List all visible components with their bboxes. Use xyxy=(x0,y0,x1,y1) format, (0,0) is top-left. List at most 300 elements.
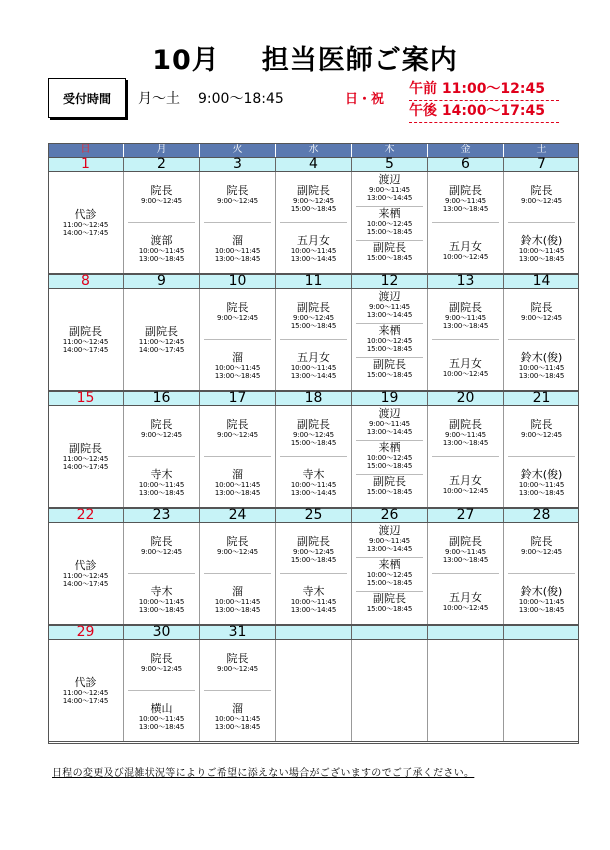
afternoon-slot xyxy=(504,351,579,380)
shift-slot xyxy=(352,407,427,436)
doctor-name: 副院長 xyxy=(373,358,406,371)
time-range: 10:00～11:45 xyxy=(290,364,337,372)
time-range: 9:00～12:45 xyxy=(521,197,562,205)
time-range: 13:00～18:45 xyxy=(138,489,185,497)
afternoon-slot xyxy=(200,468,275,497)
doctor-name: 寺木 xyxy=(302,468,325,481)
time-range: 9:00～12:45 xyxy=(293,431,334,439)
day-cell xyxy=(200,172,276,273)
shift-slot xyxy=(352,475,427,496)
afternoon-slot xyxy=(200,234,275,263)
doctor-name: 渡部 xyxy=(150,234,173,247)
sunday-cell xyxy=(48,289,124,390)
doctor-name: 院長 xyxy=(530,184,553,197)
day-cell xyxy=(352,523,428,624)
time-range: 13:00～14:45 xyxy=(290,489,337,497)
slot-divider xyxy=(128,690,195,691)
time-range: 9:00～12:45 xyxy=(293,197,334,205)
day-cell xyxy=(200,640,276,741)
afternoon-slot xyxy=(200,351,275,380)
date-row xyxy=(48,625,579,640)
time-range: 9:00～12:45 xyxy=(521,548,562,556)
doctor-name: 来栖 xyxy=(378,558,401,571)
doctor-name: 五月女 xyxy=(449,591,482,604)
time-range: 13:00～18:45 xyxy=(442,556,489,564)
title-month: 10月 xyxy=(152,45,220,76)
time-range: 13:00～18:45 xyxy=(214,489,261,497)
morning-slot xyxy=(124,184,199,205)
weekday-thu: 木 xyxy=(352,143,428,157)
doctor-name: 代診 xyxy=(74,208,97,221)
time-range: 9:00～12:45 xyxy=(521,314,562,322)
slot-divider xyxy=(356,357,423,358)
doctor-name: 副院長 xyxy=(145,325,178,338)
time-range: 10:00～11:45 xyxy=(138,481,185,489)
time-range: 11:00～12:45 xyxy=(62,689,109,697)
morning-slot xyxy=(200,535,275,556)
morning-slot xyxy=(124,535,199,556)
time-range: 15:00～18:45 xyxy=(366,371,413,379)
afternoon-slot xyxy=(276,351,351,380)
slot-divider xyxy=(356,240,423,241)
time-range: 13:00～14:45 xyxy=(366,311,413,319)
doctor-name: 溜 xyxy=(232,351,243,364)
slot-divider xyxy=(280,222,347,223)
doctor-name: 副院長 xyxy=(297,184,330,197)
time-range: 11:00～12:45 xyxy=(138,338,185,346)
afternoon-slot xyxy=(124,468,199,497)
doctor-name: 五月女 xyxy=(297,234,330,247)
doctor-name: 溜 xyxy=(232,702,243,715)
time-range: 9:00～11:45 xyxy=(445,197,486,205)
weekday-sun: 日 xyxy=(48,143,124,157)
time-range: 9:00～12:45 xyxy=(141,665,182,673)
time-range: 10:00～12:45 xyxy=(366,337,413,345)
slot-divider xyxy=(280,573,347,574)
time-range: 15:00～18:45 xyxy=(290,205,337,213)
day-cell xyxy=(124,172,200,273)
time-range: 10:00～11:45 xyxy=(138,247,185,255)
day-cell xyxy=(124,640,200,741)
date-cell: 19 xyxy=(352,392,428,405)
date-cell: 22 xyxy=(48,509,124,522)
day-cell xyxy=(428,640,504,741)
afternoon-slot xyxy=(428,474,503,495)
date-cell: 15 xyxy=(48,392,124,405)
time-range: 9:00～12:45 xyxy=(217,431,258,439)
time-range: 10:00～12:45 xyxy=(442,253,489,261)
morning-slot xyxy=(504,535,579,556)
date-cell: 20 xyxy=(428,392,504,405)
morning-slot xyxy=(428,535,503,564)
time-range: 13:00～18:45 xyxy=(214,723,261,731)
slot-divider xyxy=(128,222,195,223)
weekday-tue: 火 xyxy=(200,143,276,157)
day-cell xyxy=(352,172,428,273)
doctor-name: 副院長 xyxy=(297,418,330,431)
time-range: 11:00～12:45 xyxy=(62,338,109,346)
schedule-calendar xyxy=(48,143,579,744)
morning-slot xyxy=(428,301,503,330)
time-range: 14:00～17:45 xyxy=(62,580,109,588)
morning-slot xyxy=(276,301,351,330)
doctor-name: 院長 xyxy=(530,535,553,548)
date-cell: 31 xyxy=(200,626,276,639)
time-range: 13:00～18:45 xyxy=(214,606,261,614)
sunday-cell xyxy=(48,523,124,624)
sunday-cell xyxy=(48,406,124,507)
day-cell xyxy=(504,172,579,273)
slot-divider xyxy=(356,557,423,558)
weekday-header xyxy=(48,143,579,157)
doctor-name: 副院長 xyxy=(69,442,102,455)
doctor-name: 副院長 xyxy=(373,475,406,488)
slot-divider xyxy=(356,206,423,207)
doctor-name: 院長 xyxy=(226,301,249,314)
doctor-name: 副院長 xyxy=(449,301,482,314)
time-range: 14:00～17:45 xyxy=(62,229,109,237)
date-cell: 4 xyxy=(276,158,352,171)
reception-label: 受付時間 xyxy=(48,78,126,118)
date-cell: 5 xyxy=(352,158,428,171)
time-range: 13:00～18:45 xyxy=(518,255,565,263)
date-cell xyxy=(352,626,428,639)
day-cell xyxy=(124,523,200,624)
date-cell: 23 xyxy=(124,509,200,522)
time-range: 10:00～12:45 xyxy=(442,370,489,378)
time-range: 9:00～11:45 xyxy=(369,186,410,194)
morning-slot xyxy=(124,652,199,673)
time-range: 10:00～11:45 xyxy=(518,364,565,372)
weekday-sat: 土 xyxy=(536,144,547,155)
doctor-name: 副院長 xyxy=(69,325,102,338)
day-cell xyxy=(124,406,200,507)
time-range: 9:00～12:45 xyxy=(217,548,258,556)
time-range: 13:00～18:45 xyxy=(518,489,565,497)
doctor-name: 鈴木(俊) xyxy=(520,468,563,481)
week-body xyxy=(48,289,579,391)
shift-slot xyxy=(352,290,427,319)
weekday-wed: 水 xyxy=(276,143,352,157)
morning-slot xyxy=(504,418,579,439)
time-range: 15:00～18:45 xyxy=(290,322,337,330)
day-cell xyxy=(428,406,504,507)
doctor-name: 溜 xyxy=(232,468,243,481)
afternoon-slot xyxy=(200,585,275,614)
doctor-name: 五月女 xyxy=(449,474,482,487)
time-range: 10:00～12:45 xyxy=(442,604,489,612)
time-range: 10:00～11:45 xyxy=(214,598,261,606)
day-cell xyxy=(504,523,579,624)
time-range: 10:00～11:45 xyxy=(518,247,565,255)
day-cell xyxy=(428,172,504,273)
time-range: 14:00～17:45 xyxy=(62,346,109,354)
day-cell xyxy=(504,406,579,507)
date-row xyxy=(48,508,579,523)
doctor-name: 渡辺 xyxy=(378,407,401,420)
doctor-name: 渡辺 xyxy=(378,524,401,537)
date-cell: 29 xyxy=(48,626,124,639)
time-range: 9:00～12:45 xyxy=(141,431,182,439)
time-range: 9:00～11:45 xyxy=(445,314,486,322)
date-cell: 6 xyxy=(428,158,504,171)
time-range: 15:00～18:45 xyxy=(366,345,413,353)
reception-hours xyxy=(138,88,284,108)
time-range: 14:00～17:45 xyxy=(62,697,109,705)
afternoon-slot xyxy=(504,468,579,497)
weekday-fri: 金 xyxy=(428,143,504,157)
shift-slot xyxy=(352,358,427,379)
footer-note: 日程の変更及び混雑状況等によりご希望に添えない場合がございますのでご了承ください。 xyxy=(52,768,475,779)
date-cell: 24 xyxy=(200,509,276,522)
date-cell: 16 xyxy=(124,392,200,405)
time-range: 10:00～11:45 xyxy=(290,481,337,489)
doctor-name: 寺木 xyxy=(150,468,173,481)
date-row xyxy=(48,157,579,172)
doctor-name: 鈴木(俊) xyxy=(520,585,563,598)
doctor-name: 来栖 xyxy=(378,207,401,220)
afternoon-slot xyxy=(276,468,351,497)
date-cell: 17 xyxy=(200,392,276,405)
time-range: 13:00～14:45 xyxy=(366,428,413,436)
date-cell xyxy=(276,626,352,639)
time-range: 9:00～12:45 xyxy=(521,431,562,439)
time-range: 9:00～11:45 xyxy=(445,431,486,439)
doctor-name: 院長 xyxy=(150,535,173,548)
morning-slot xyxy=(504,184,579,205)
slot-divider xyxy=(204,690,271,691)
morning-slot xyxy=(276,184,351,213)
time-range: 13:00～18:45 xyxy=(442,205,489,213)
time-range: 10:00～11:45 xyxy=(290,598,337,606)
time-range: 9:00～11:45 xyxy=(369,537,410,545)
time-range: 13:00～18:45 xyxy=(518,372,565,380)
doctor-name: 院長 xyxy=(150,184,173,197)
doctor-name: 五月女 xyxy=(449,240,482,253)
afternoon-slot xyxy=(504,234,579,263)
slot-divider xyxy=(432,339,499,340)
time-range: 9:00～12:45 xyxy=(217,197,258,205)
day-cell xyxy=(352,406,428,507)
time-range: 10:00～12:45 xyxy=(366,454,413,462)
day-cell xyxy=(200,406,276,507)
doctor-name: 五月女 xyxy=(297,351,330,364)
doctor-name: 渡辺 xyxy=(378,290,401,303)
title-text: 担当医師ご案内 xyxy=(261,45,458,76)
doctor-name: 五月女 xyxy=(449,357,482,370)
shift-slot xyxy=(352,241,427,262)
week-body xyxy=(48,640,579,742)
slot-divider xyxy=(432,573,499,574)
slot-divider xyxy=(204,222,271,223)
time-range: 13:00～18:45 xyxy=(214,255,261,263)
slot-divider xyxy=(508,222,575,223)
morning-slot xyxy=(124,418,199,439)
time-range: 9:00～12:45 xyxy=(217,314,258,322)
date-cell: 10 xyxy=(200,275,276,288)
time-range: 10:00～11:45 xyxy=(518,598,565,606)
day-cell xyxy=(200,289,276,390)
doctor-name: 副院長 xyxy=(297,535,330,548)
holiday-am-hours: 午前 11:00～12:45 xyxy=(409,78,559,101)
time-range: 10:00～11:45 xyxy=(214,715,261,723)
time-range: 15:00～18:45 xyxy=(290,556,337,564)
doctor-name: 副院長 xyxy=(373,592,406,605)
time-range: 13:00～18:45 xyxy=(442,439,489,447)
time-range: 15:00～18:45 xyxy=(366,579,413,587)
morning-slot xyxy=(428,184,503,213)
afternoon-slot xyxy=(276,585,351,614)
time-range: 11:00～12:45 xyxy=(62,221,109,229)
afternoon-slot xyxy=(428,591,503,612)
date-cell xyxy=(504,626,579,639)
time-range: 13:00～18:45 xyxy=(138,723,185,731)
day-cell xyxy=(276,523,352,624)
time-range: 10:00～12:45 xyxy=(442,487,489,495)
slot-divider xyxy=(508,339,575,340)
doctor-name: 院長 xyxy=(150,652,173,665)
time-range: 10:00～11:45 xyxy=(138,715,185,723)
doctor-name: 副院長 xyxy=(449,418,482,431)
time-range: 9:00～12:45 xyxy=(293,548,334,556)
time-range: 11:00～12:45 xyxy=(62,572,109,580)
time-range: 10:00～11:45 xyxy=(138,598,185,606)
doctor-name: 副院長 xyxy=(297,301,330,314)
slot-divider xyxy=(356,474,423,475)
date-cell: 26 xyxy=(352,509,428,522)
time-range: 13:00～18:45 xyxy=(214,372,261,380)
doctor-name: 副院長 xyxy=(449,184,482,197)
date-cell: 14 xyxy=(532,273,551,289)
shift-slot xyxy=(352,558,427,587)
doctor-name: 院長 xyxy=(226,652,249,665)
slot-divider xyxy=(280,456,347,457)
slot-divider xyxy=(356,591,423,592)
reception-time: 9:00～18:45 xyxy=(198,91,284,107)
shift-slot xyxy=(352,524,427,553)
afternoon-slot xyxy=(200,702,275,731)
doctor-name: 寺木 xyxy=(150,585,173,598)
sunday-cell xyxy=(48,172,124,273)
date-cell: 2 xyxy=(124,158,200,171)
time-range: 10:00～11:45 xyxy=(214,247,261,255)
time-range: 10:00～11:45 xyxy=(518,481,565,489)
doctor-name: 鈴木(俊) xyxy=(520,234,563,247)
sunday-cell xyxy=(48,640,124,741)
morning-slot xyxy=(504,301,579,322)
shift-slot xyxy=(352,173,427,202)
day-cell xyxy=(352,640,428,741)
slot-divider xyxy=(508,573,575,574)
afternoon-slot xyxy=(124,585,199,614)
time-range: 15:00～18:45 xyxy=(366,254,413,262)
afternoon-slot xyxy=(276,234,351,263)
doctor-name: 渡辺 xyxy=(378,173,401,186)
day-cell xyxy=(200,523,276,624)
date-cell: 3 xyxy=(200,158,276,171)
day-cell xyxy=(276,172,352,273)
time-range: 15:00～18:45 xyxy=(366,488,413,496)
week-body xyxy=(48,523,579,625)
date-cell: 1 xyxy=(48,158,124,171)
slot-divider xyxy=(128,573,195,574)
date-cell: 28 xyxy=(532,507,551,523)
slot-divider xyxy=(204,573,271,574)
date-cell: 13 xyxy=(428,275,504,288)
slot-divider xyxy=(356,323,423,324)
doctor-name: 溜 xyxy=(232,234,243,247)
shift-slot xyxy=(352,324,427,353)
afternoon-slot xyxy=(124,702,199,731)
afternoon-slot xyxy=(428,240,503,261)
time-range: 14:00～17:45 xyxy=(138,346,185,354)
doctor-name: 院長 xyxy=(150,418,173,431)
date-cell: 11 xyxy=(276,275,352,288)
doctor-name: 院長 xyxy=(226,418,249,431)
slot-divider xyxy=(280,339,347,340)
day-cell xyxy=(504,640,579,741)
doctor-name: 院長 xyxy=(226,535,249,548)
holiday-label: 日・祝 xyxy=(345,92,385,107)
time-range: 9:00～12:45 xyxy=(217,665,258,673)
slot-divider xyxy=(356,440,423,441)
time-range: 13:00～14:45 xyxy=(366,194,413,202)
time-range: 10:00～12:45 xyxy=(366,220,413,228)
shift-slot xyxy=(352,441,427,470)
time-range: 10:00～11:45 xyxy=(214,481,261,489)
day-cell xyxy=(276,640,352,741)
weekday-mon: 月 xyxy=(124,143,200,157)
time-range: 9:00～12:45 xyxy=(293,314,334,322)
date-row xyxy=(48,391,579,406)
date-cell: 18 xyxy=(276,392,352,405)
shift-slot xyxy=(352,207,427,236)
shift-slot xyxy=(352,592,427,613)
time-range: 10:00～11:45 xyxy=(214,364,261,372)
slot-divider xyxy=(432,456,499,457)
time-range: 9:00～11:45 xyxy=(369,420,410,428)
date-row xyxy=(48,274,579,289)
time-range: 11:00～12:45 xyxy=(62,455,109,463)
doctor-name: 来栖 xyxy=(378,441,401,454)
date-cell: 12 xyxy=(352,275,428,288)
time-range: 13:00～18:45 xyxy=(442,322,489,330)
doctor-name: 院長 xyxy=(226,184,249,197)
morning-slot xyxy=(428,418,503,447)
date-cell xyxy=(428,626,504,639)
doctor-name: 来栖 xyxy=(378,324,401,337)
day-cell xyxy=(428,523,504,624)
day-cell xyxy=(276,406,352,507)
slot-divider xyxy=(432,222,499,223)
doctor-name: 代診 xyxy=(74,559,97,572)
day-cell xyxy=(124,289,200,390)
time-range: 13:00～14:45 xyxy=(290,372,337,380)
afternoon-slot xyxy=(504,585,579,614)
doctor-name: 溜 xyxy=(232,585,243,598)
doctor-name: 寺木 xyxy=(302,585,325,598)
slot-divider xyxy=(128,456,195,457)
time-range: 15:00～18:45 xyxy=(366,228,413,236)
time-range: 9:00～12:45 xyxy=(141,548,182,556)
week-body xyxy=(48,172,579,274)
time-range: 15:00～18:45 xyxy=(366,605,413,613)
time-range: 13:00～14:45 xyxy=(366,545,413,553)
date-cell: 30 xyxy=(124,626,200,639)
morning-slot xyxy=(200,301,275,322)
slot-divider xyxy=(204,456,271,457)
time-range: 15:00～18:45 xyxy=(366,462,413,470)
